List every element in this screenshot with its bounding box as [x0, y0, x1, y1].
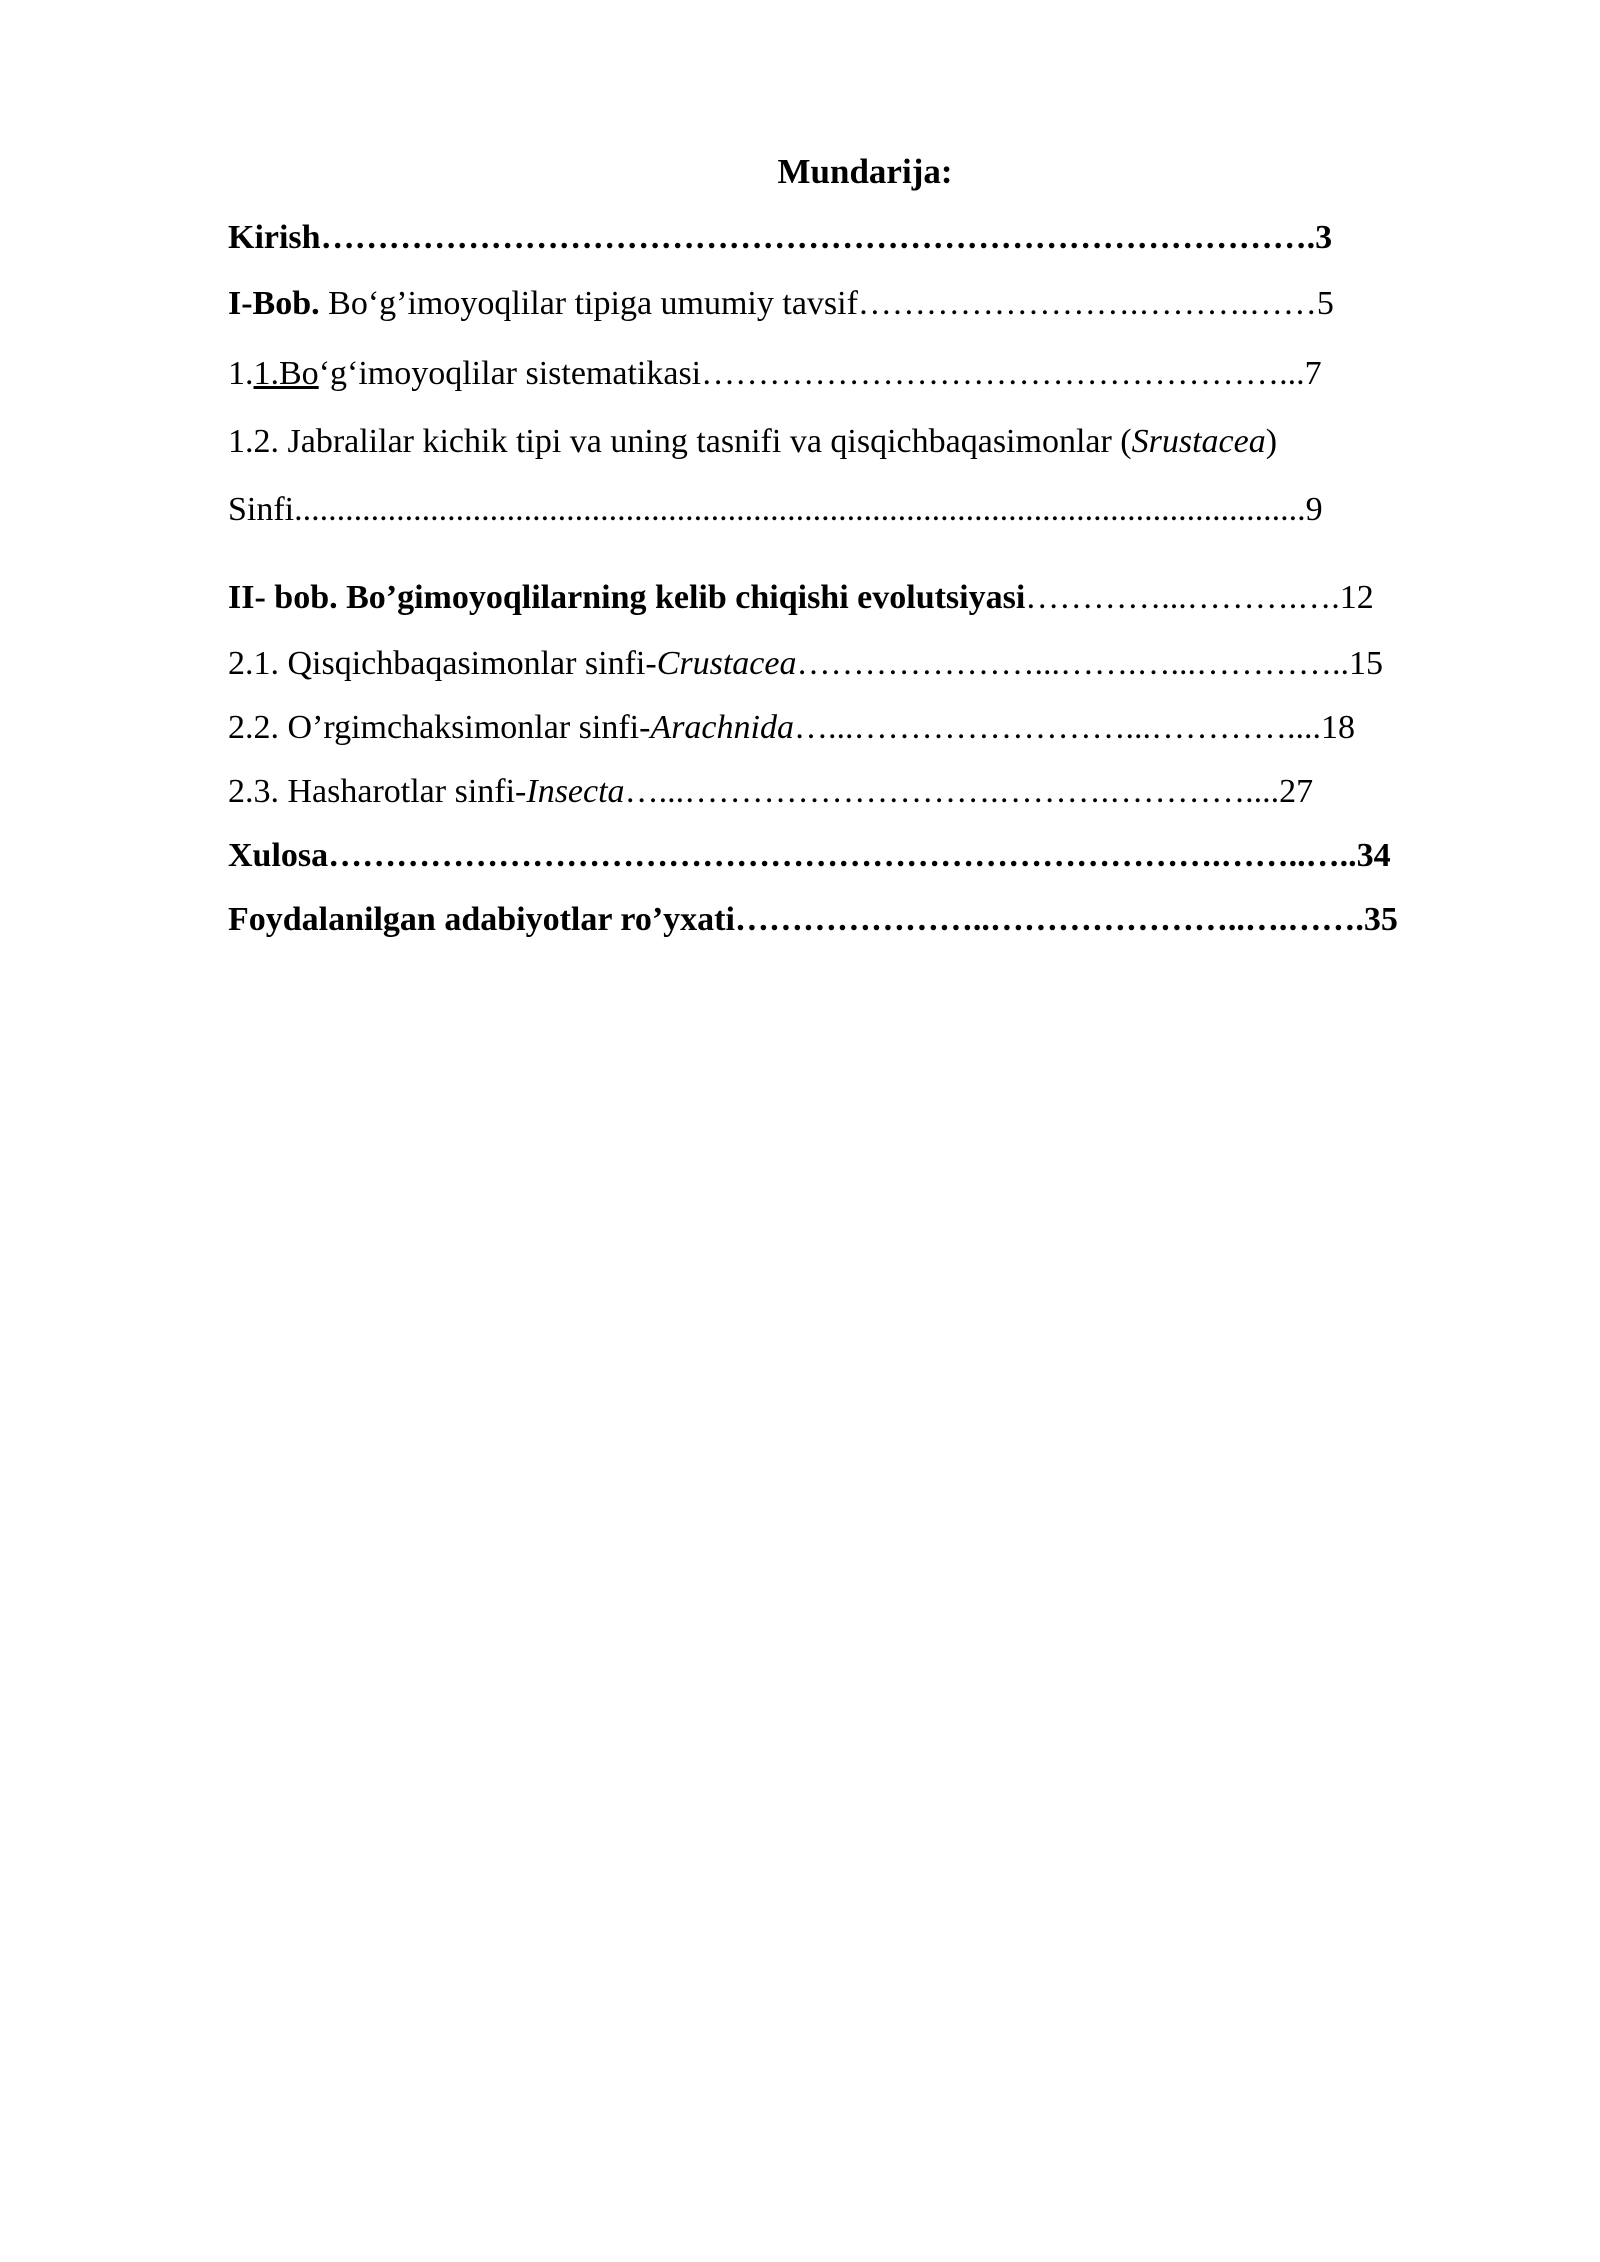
toc-label-close: ) — [1265, 423, 1278, 460]
toc-page-number: 34 — [1356, 837, 1391, 874]
toc-leader-dots: …………………..…………………..….……. — [734, 901, 1364, 938]
toc-entry-1-2-continued — [228, 490, 1323, 530]
toc-leader-dots: …………………….……….…… — [857, 285, 1317, 322]
toc-leader-dots: …...……………………...………….... — [793, 709, 1321, 746]
toc-latin-name: Crustacea — [656, 645, 797, 682]
toc-label: 2.3. Hasharotlar sinfi- — [228, 773, 527, 810]
toc-label: Bo‘g’imoyoqlilar tipiga umumiy tavsif — [319, 285, 858, 322]
toc-chapter-prefix: I-Bob. — [228, 285, 320, 322]
toc-label: Kirish — [228, 219, 321, 256]
toc-entry-2-1 — [228, 644, 1383, 684]
toc-leader-dots: …...……………………….……….………….... — [624, 773, 1280, 810]
toc-page-number: 18 — [1320, 709, 1355, 746]
toc-entry-bob-1 — [228, 284, 1334, 324]
page-title: Mundarija: — [777, 152, 953, 191]
toc-page-number: 9 — [1305, 491, 1323, 528]
toc-section-prefix: 1. — [228, 355, 254, 392]
toc-leader-dots: ....................................................................................................................... — [294, 491, 1306, 528]
toc-entry-1-2 — [228, 422, 1277, 462]
toc-leader-dots: …………...……….…. — [1025, 579, 1340, 616]
toc-latin-name: Insecta — [526, 773, 625, 810]
toc-label: ‘g‘imoyoqlilar sistematikasi — [318, 355, 702, 392]
toc-underlined-text: 1.Bo — [253, 355, 319, 392]
toc-page-number: 3 — [1315, 219, 1333, 256]
toc-label: 2.2. O’rgimchaksimonlar sinfi- — [228, 709, 651, 746]
toc-label: Foydalanilgan adabiyotlar ro’yxati — [228, 901, 735, 938]
toc-label: 2.1. Qisqichbaqasimonlar sinfi- — [228, 645, 657, 682]
toc-page-number: 5 — [1316, 285, 1334, 322]
toc-entry-2-3 — [228, 772, 1313, 812]
toc-page-number: 7 — [1304, 355, 1322, 392]
toc-entry-adabiyotlar — [228, 900, 1398, 940]
toc-entry-kirish — [228, 218, 1332, 258]
toc-entry-2-2 — [228, 708, 1355, 748]
toc-label: Sinfi — [228, 491, 295, 528]
toc-label: 1.2. Jabralilar kichik tipi va uning tasnifi va qisqichbaqasimonlar ( — [228, 423, 1132, 460]
toc-label: Xulosa — [228, 837, 329, 874]
toc-leader-dots: ……………………………………………………………………………. — [320, 219, 1316, 256]
toc-leader-dots: …………………...…….…...………….. — [796, 645, 1349, 682]
toc-leader-dots: ……………………………………………... — [701, 355, 1305, 392]
toc-page-number: 27 — [1279, 773, 1314, 810]
toc-leader-dots: …………………………………………………………………….……..….. — [328, 837, 1357, 874]
toc-latin-name: Arachnida — [650, 709, 794, 746]
toc-entry-bob-2 — [228, 578, 1374, 618]
toc-label: II- bob. Bo’gimoyoqlilarning kelib chiqishi evolutsiyasi — [228, 579, 1026, 616]
toc-entry-1-1 — [228, 354, 1322, 394]
toc-latin-name: Srustacea — [1131, 423, 1266, 460]
toc-page-number: 12 — [1339, 579, 1374, 616]
toc-page-number: 15 — [1348, 645, 1383, 682]
toc-page-number: 35 — [1363, 901, 1398, 938]
toc-entry-xulosa — [228, 836, 1391, 876]
